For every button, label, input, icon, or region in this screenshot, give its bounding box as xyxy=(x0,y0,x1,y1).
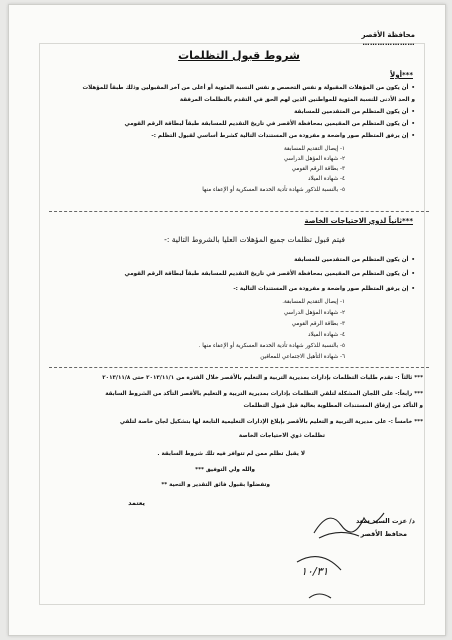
section-divider xyxy=(49,211,429,212)
closing-line: لا يقبل تظلم ممن لم تتوافر فيه تلك شروط السابقة . xyxy=(157,451,305,457)
signature-title: محافظ الأقصر xyxy=(360,530,407,538)
section5-text: تظلمات ذوي الاحتياجات الخاصة xyxy=(238,433,325,439)
handwritten-date: ١٠/٣١ xyxy=(301,565,329,578)
signature-name: د/ عزت السيد سعد xyxy=(355,517,415,525)
section1-doc: ٢- شهادة المؤهل الدراسي xyxy=(283,156,345,162)
section2-line: • أن يكون المتظلم من المتقدمين للمسابقة xyxy=(294,257,415,263)
section2-doc: ٤- شهادة الميلاد xyxy=(308,332,345,338)
section-divider xyxy=(49,367,429,368)
section1-heading: ***أولاً xyxy=(390,71,413,79)
section1-line: و الحد الأدنى للنسبة المئوية للمواطنين الذين لهم الحق في التقدم بالتظلمات المرفقة xyxy=(179,97,415,103)
section3-text: *** ثالثاً :- تقدم طلبات التظلمات بإدارات بمديرية التربية و التعليم بالأقصر خلال الفترة من ٢٠١٣/١١/١ حتى ٢٠١٣/١١/٨ xyxy=(102,375,423,381)
section1-doc: ٤- شهادة الميلاد xyxy=(308,176,345,182)
section4-text: *** رابعاً:- على اللجان المشكلة لتلقي التظلمات بإدارات بمديرية التربية و التعليم بالأقصر التأكد من الشروط السابقة xyxy=(105,391,423,397)
section2-heading: ***ثانياً لذوي الاحتياجات الخاصة xyxy=(304,217,413,225)
section1-line: • إن يرفق المتظلم صور واضحة و مفرودة من المستندات التالية كشرط أساسي لقبول التظلم :- xyxy=(151,133,415,139)
approval-label: يعتمد xyxy=(128,499,145,507)
section5-text: *** خامساً :- على مديرية التربية و التعليم بالأقصر بإبلاغ الإدارات التعليمية التابعة لها بتشكيل لجان خاصة لتلقي xyxy=(119,419,423,425)
section2-doc: ٢- شهادة المؤهل الدراسي xyxy=(283,310,345,316)
section2-line: • أن يكون المتظلم من المقيمين بمحافظة الأقصر في تاريخ التقديم للمسابقة طبقاً لبطاقة الرقم القومي xyxy=(125,271,415,277)
section1-line: • أن يكون المتظلم من المتقدمين للمسابقة xyxy=(294,109,415,115)
section1-line: • أن يكون من المؤهلات المقبولة و نفس التخصص و نفس النسبة المئوية أو أعلى من آخر المقبولين وذلك طبقاً للمؤهلات xyxy=(83,85,415,91)
document-title: شروط قبول التظلمات xyxy=(178,49,300,62)
section4-text: و التأكد من إرفاق المستندات المطلوبة بعالية قبل قبول التظلمات xyxy=(243,403,423,409)
section2-subheading: فيتم قبول تظلمات جميع المؤهلات العليا بالشروط التالية :- xyxy=(164,235,345,244)
closing-line: والله ولي التوفيق *** xyxy=(195,467,255,473)
section2-doc: ٥- بالنسبة للذكور شهادة تأدية الخدمة العسكرية أو الإعفاء منها . xyxy=(198,343,345,349)
document-page xyxy=(8,4,446,636)
section1-doc: ٥- بالنسبة للذكور شهادة تأدية الخدمة العسكرية أو الإعفاء منها xyxy=(202,187,345,193)
section1-doc: ١- إيصال التقديم للمسابقة xyxy=(284,146,345,152)
section1-doc: ٣- بطاقة الرقم القومي xyxy=(291,166,345,172)
section2-doc: ٣- بطاقة الرقم القومي xyxy=(291,321,345,327)
section2-doc: ٦- شهادة التأهيل الاجتماعي للمعاقين xyxy=(260,354,345,360)
closing-line: وتفضلوا بقبول فائق التقدير و التحية ** xyxy=(161,482,270,488)
governorate-header xyxy=(361,31,415,47)
header-dots: ………………… xyxy=(362,39,415,47)
section2-doc: ١- إيصال التقديم للمسابقة. xyxy=(282,299,345,305)
header-office: محافظة الأقصر xyxy=(361,31,415,39)
section2-line: • إن يرفق المتظلم صور واضحة و مفرودة من المستندات التالية :- xyxy=(233,286,415,292)
section1-line: • أن يكون المتظلم من المقيمين بمحافظة الأقصر في تاريخ التقديم للمسابقة طبقاً لبطاقة الرقم القومي xyxy=(125,121,415,127)
